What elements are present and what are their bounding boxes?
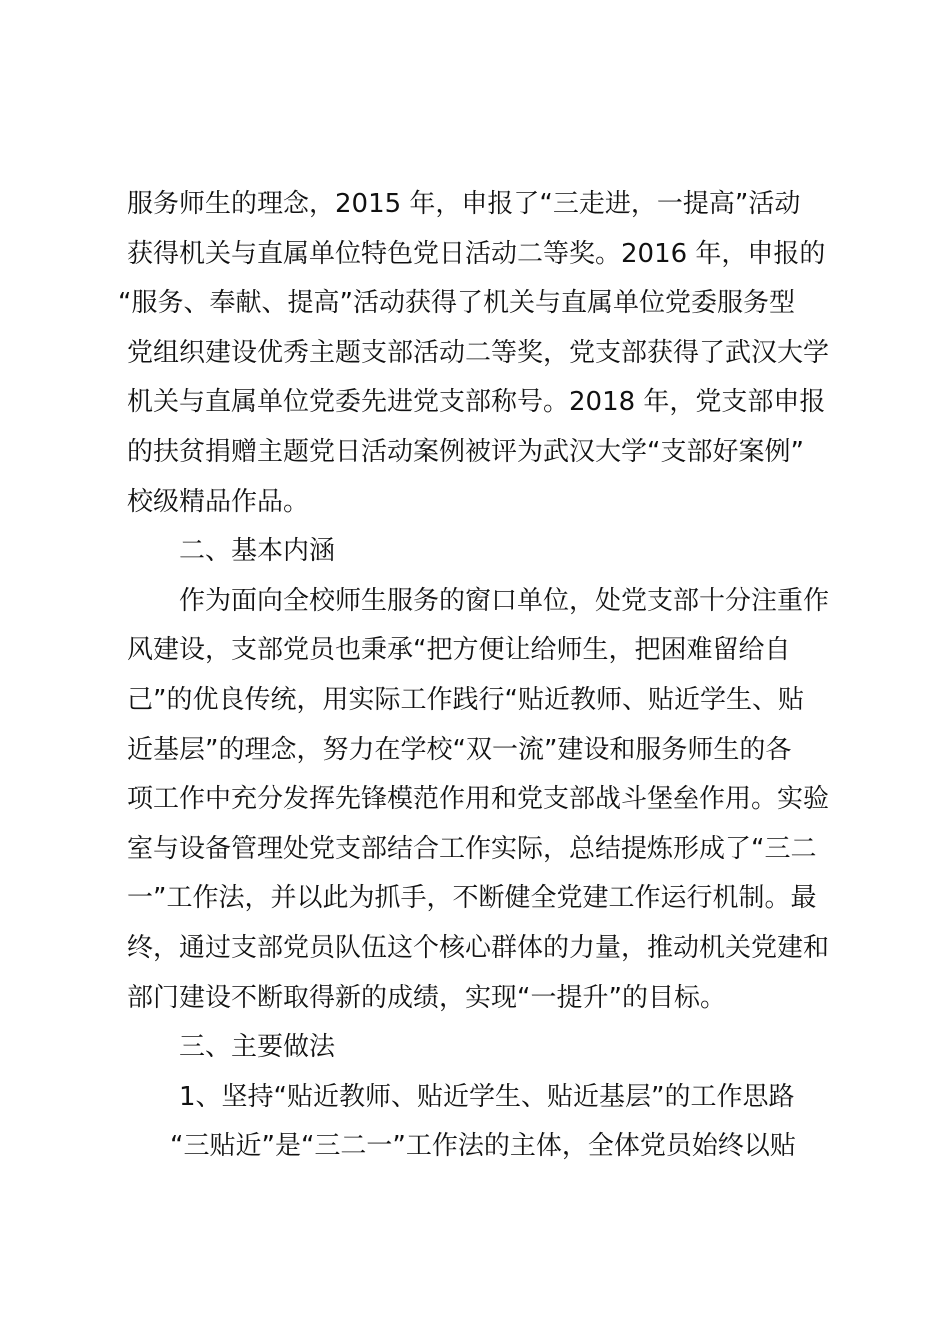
- text-line: “三贴近”是“三二一”工作法的主体，全体党员始终以贴: [170, 1131, 796, 1162]
- document-body: [118, 180, 833, 1172]
- text-line: 获得机关与直属单位特色党日活动二等奖。2016 年，申报的: [127, 238, 826, 269]
- text-line: 终，通过支部党员队伍这个核心群体的力量，推动机关党建和: [127, 932, 830, 963]
- text-line: 己”的优良传统，用实际工作践行“贴近教师、贴近学生、贴: [127, 684, 804, 715]
- paragraph: [127, 577, 833, 1023]
- section-heading: 三、主要做法: [179, 1032, 336, 1063]
- section-heading: 二、基本内涵: [179, 536, 336, 567]
- text-line: 近基层”的理念，努力在学校“双一流”建设和服务师生的各: [127, 734, 792, 765]
- text-line: 风建设，支部党员也秉承“把方便让给师生，把困难留给自: [127, 635, 791, 666]
- text-line: 的扶贫捐赠主题党日活动案例被评为武汉大学“支部好案例”: [127, 436, 804, 467]
- text-line: 校级精品作品。: [127, 486, 310, 517]
- text-line: “服务、奉献、提高”活动获得了机关与直属单位党委服务型: [118, 288, 795, 319]
- subsection-heading: 1、坚持“贴近教师、贴近学生、贴近基层”的工作思路: [179, 1081, 795, 1112]
- text-line: 部门建设不断取得新的成绩，实现“一提升”的目标。: [127, 982, 726, 1013]
- text-line: 作为面向全校师生服务的窗口单位，处党支部十分注重作: [179, 585, 830, 616]
- text-line: 一”工作法，并以此为抓手，不断健全党建工作运行机制。最: [127, 883, 817, 914]
- text-line: 机关与直属单位党委先进党支部称号。2018 年，党支部申报: [127, 387, 826, 418]
- text-line: 服务师生的理念，2015 年，申报了“三走进，一提高”活动: [127, 189, 801, 219]
- text-line: 室与设备管理处党支部结合工作实际，总结提炼形成了“三二: [127, 833, 817, 864]
- paragraph: [118, 180, 833, 527]
- text-line: 项工作中充分发挥先锋模范作用和党支部战斗堡垒作用。实验: [127, 784, 830, 815]
- paragraph: [127, 1122, 833, 1172]
- text-line: 党组织建设优秀主题支部活动二等奖，党支部获得了武汉大学: [127, 337, 830, 368]
